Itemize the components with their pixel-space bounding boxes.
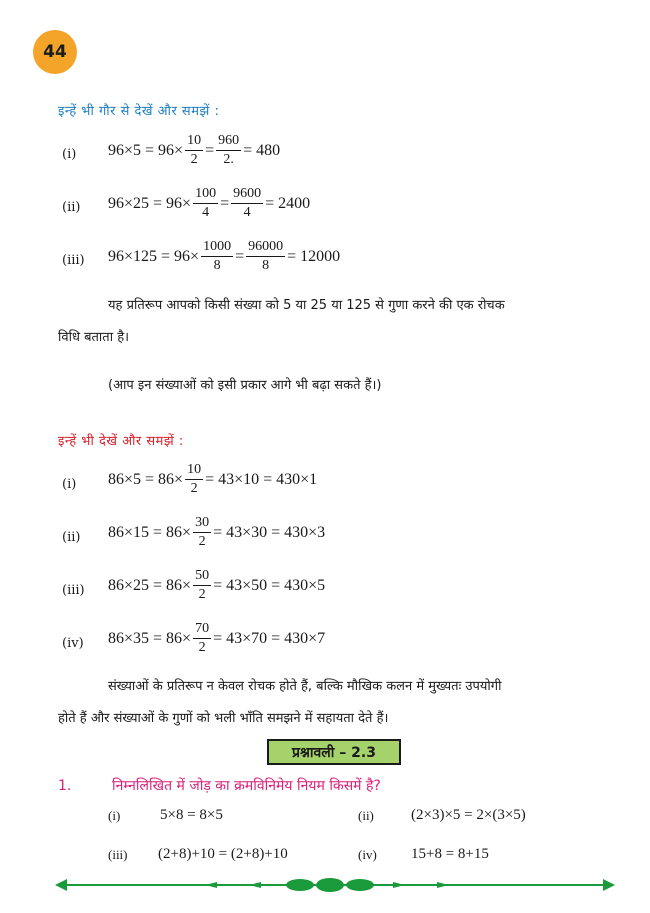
equation-lhs: 86×25 = 86× [108, 576, 192, 594]
equation-row [108, 569, 325, 602]
option-expression: 5×8 = 8×5 [160, 807, 223, 823]
fraction-numerator: 70 [193, 622, 211, 639]
option-label: (iv) [358, 847, 377, 862]
row-label: (i) [62, 477, 77, 492]
fraction [231, 187, 263, 220]
equation-row [108, 134, 280, 167]
fraction-denominator: 2 [190, 481, 198, 496]
equation-lhs: 96×125 = 96× [108, 247, 200, 265]
fraction [193, 187, 218, 220]
equation-rhs: = 43×70 = 430×7 [213, 629, 326, 647]
note-text: (आप इन संख्याओं को इसी प्रकार आगे भी बढ़ा सकते हैं।) [108, 378, 382, 393]
exercise-title-box [267, 739, 401, 765]
equation-rhs: = 43×10 = 430×1 [205, 470, 318, 488]
fraction [185, 134, 203, 167]
fraction-denominator: 2 [198, 534, 206, 549]
fraction-numerator: 9600 [231, 187, 263, 204]
fraction-denominator: 4 [202, 205, 210, 220]
fraction [216, 134, 241, 167]
paragraph-line: होते हैं और संख्याओं के गुणों को भली भाँति समझने में सहायता देते हैं। [58, 711, 389, 726]
equation-lhs: 96×25 = 96× [108, 194, 192, 212]
fraction [193, 569, 211, 602]
option-label: (ii) [358, 808, 374, 823]
equation-row [108, 463, 317, 496]
fraction-numerator: 50 [193, 569, 211, 586]
paragraph-line: विधि बताता है। [58, 330, 130, 345]
equation-lhs: 86×15 = 86× [108, 523, 192, 541]
fraction [201, 240, 233, 273]
equation-lhs: 86×35 = 86× [108, 629, 192, 647]
option-expression: (2×3)×5 = 2×(3×5) [411, 807, 526, 823]
equation-rhs: = 43×50 = 430×5 [213, 576, 326, 594]
option-expression: (2+8)+10 = (2+8)+10 [158, 846, 288, 862]
fraction-denominator: 4 [243, 205, 251, 220]
fraction [193, 622, 211, 655]
equation-row [108, 187, 310, 220]
equation-rhs: = 480 [243, 141, 281, 159]
paragraph-line: संख्याओं के प्रतिरूप न केवल रोचक होते हैं, बल्कि मौखिक कलन में मुख्यतः उपयोगी [108, 679, 502, 694]
equation-lhs: 86×5 = 86× [108, 470, 184, 488]
equation-rhs: = 2400 [265, 194, 311, 212]
question-number: 1. [58, 778, 72, 794]
equals-sign: = [205, 141, 215, 159]
decorative-divider [55, 874, 615, 896]
fraction-numerator: 960 [216, 134, 241, 151]
section2-heading: इन्हें भी देखें और समझें : [58, 434, 184, 449]
fraction-denominator: 2 [190, 152, 198, 167]
fraction-denominator: 8 [213, 258, 221, 273]
row-label: (i) [62, 147, 77, 162]
fraction-numerator: 96000 [246, 240, 285, 257]
fraction-numerator: 10 [185, 463, 203, 480]
question-text: निम्नलिखित में जोड़ का क्रमविनिमेय नियम किसमें है? [112, 778, 381, 794]
row-label: (iv) [62, 636, 84, 651]
fraction-numerator: 10 [185, 134, 203, 151]
fraction-numerator: 100 [193, 187, 218, 204]
fraction [246, 240, 285, 273]
paragraph-line: यह प्रतिरूप आपको किसी संख्या को 5 या 25 या 125 से गुणा करने की एक रोचक [108, 298, 505, 313]
page-number-badge [33, 30, 77, 74]
equation-row [108, 516, 325, 549]
equals-sign: = [220, 194, 230, 212]
equation-lhs: 96×5 = 96× [108, 141, 184, 159]
fraction-numerator: 1000 [201, 240, 233, 257]
fraction-numerator: 30 [193, 516, 211, 533]
fraction [193, 516, 211, 549]
equation-row [108, 622, 325, 655]
equals-sign: = [235, 247, 245, 265]
row-label: (ii) [62, 530, 81, 545]
equation-rhs: = 43×30 = 430×3 [213, 523, 326, 541]
equation-row [108, 240, 340, 273]
option-label: (i) [108, 808, 121, 823]
option-expression: 15+8 = 8+15 [411, 846, 489, 862]
section1-heading: इन्हें भी गौर से देखें और समझें : [58, 104, 220, 119]
fraction-denominator: 8 [262, 258, 270, 273]
fraction-denominator: 2 [198, 587, 206, 602]
equation-rhs: = 12000 [287, 247, 341, 265]
page-number: 44 [43, 42, 67, 62]
row-label: (iii) [62, 583, 85, 598]
exercise-title: प्रश्नावली – 2.3 [292, 744, 376, 761]
fraction-denominator: 2. [223, 152, 234, 167]
fraction [185, 463, 203, 496]
fraction-denominator: 2 [198, 640, 206, 655]
option-label: (iii) [108, 847, 128, 862]
row-label: (iii) [62, 253, 85, 268]
row-label: (ii) [62, 200, 81, 215]
